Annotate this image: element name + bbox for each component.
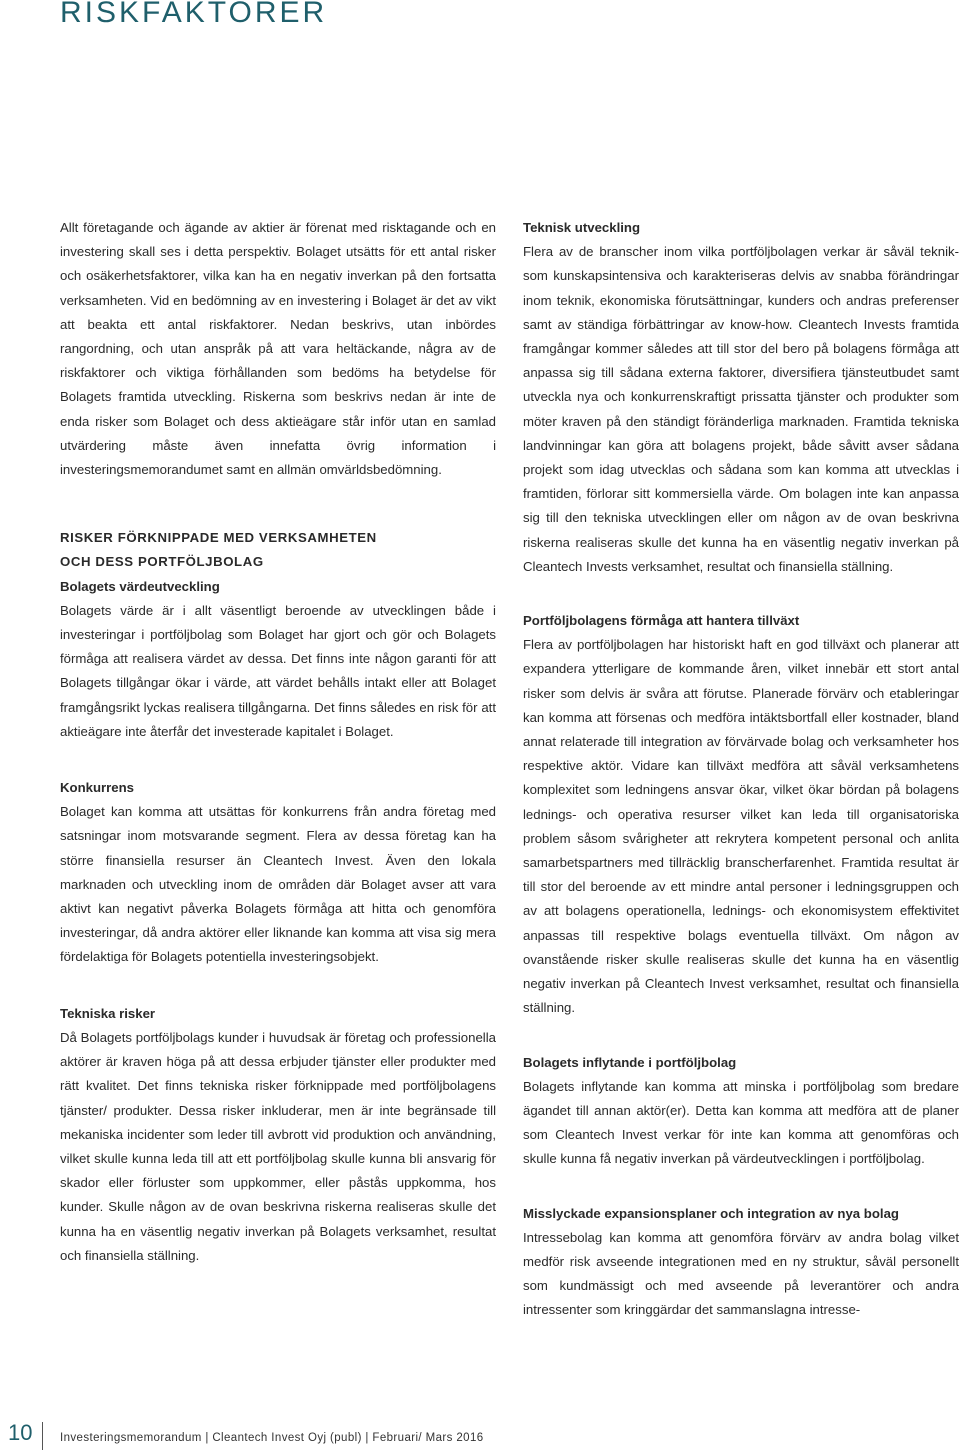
paragraph-konkurrens: Bolaget kan komma att utsättas för konkurrens från andra företag med satsningar inom motsvarande segment. Flera av dessa företag kan ha större finansiella resurser än Cleantech Invest. Även den lokala marknaden och utveckling inom de områden där Bolaget avser att vara aktivt kan negativt påverka Bolagets förmåga att hitta och genomföra investeringar, då andra aktörer eller liknande kan komma att visa sig mera fördelaktiga för Bolagets potentiella investeringsobjekt. (60, 804, 496, 965)
left-column (60, 216, 496, 1268)
heading-hantera-tillvaxt: Portföljbolagens förmåga att hantera tillväxt (523, 613, 800, 629)
paragraph-hantera-tillvaxt: Flera av portföljbolagen har historiskt haft en god tillväxt och planerar att expandera ytterligare de kommande åren, vilket innebär ett stort antal risker som delvis är svåra att förutse. Planerade förvärv och etableringar kan komma att försenas och medföra intäktsbortfall eller kostnader, bland annat relaterade till integration av förvärvade bolag och verksamheter hos respektive aktör. Vidare kan tillväxt medföra att såväl verksamhetens komplexitet som ledningens ansvar ökar, vilket ökar bördan på bolagens lednings- och operativa resurser vilket kan leda till organisatoriska problem såsom svårigheter att rekrytera kompetent personal och anlita samarbetspartners med tillräcklig branscherfarenhet. Framtida resultat är till stor del beroende av ett mindre antal personer i ledningsgruppen och av att bolagens operationella, lednings- och ekonomisystem effektivitet anpassas till respektive bolags eventuella tillväxt. Om någon av ovanstående risker skulle realiseras skulle det kunna ha en väsentlig negativ inverkan på Cleantech Invest verksamhet, resultat och finansiella ställning. (523, 637, 959, 1016)
paragraph-teknisk-utveckling: Flera av de branscher inom vilka portföljbolagen verkar är såväl teknik- som kunskapsintensiva och karakteriseras delvis av snabba förändringar inom teknik, ekonomiska förutsättningar, kunders och andras preferenser samt av ständiga förbättringar av know-how. Cleantech Invests framtida framgångar kommer således att till stor del bero på bolagens förmåga att anpassa sig till sådana externa faktorer, diversifiera tjänsteutbudet samt utveckla nya och konkurrenskraftigt prissatta tjänster och produkter som möter kraven på den ständigt föränderliga marknaden. Framtida tekniska landvinningar kan göra att bolagens projekt, både såvitt avser sådana projekt som idag utvecklas och sådana som kan komma att utvecklas i framtiden, förlorar sitt kommersiella värde. Om bolagen inte kan anpassa sig till den tekniska utvecklingen eller om någon av de ovan beskrivna riskerna realiseras skulle det kunna ha en väsentlig negativ inverkan på Cleantech Invests verksamhet, resultat och finansiella ställning. (523, 244, 959, 574)
heading-tekniska-risker: Tekniska risker (60, 1005, 156, 1021)
intro-paragraph: Allt företagande och ägande av aktier är förenat med risktagande och en investering skall ses i detta perspektiv. Bolaget utsätts för ett antal risker och osäkerhetsfaktorer, vilka kan ha en negativ inverkan på den fortsatta verksamheten. Vid en bedömning av en investering i Bolaget är det av vikt att beakta ett antal riskfaktorer. Nedan beskrivs, utan inbördes rangordning, och utan anspråk på att vara heltäckande, några av de riskfaktorer och viktiga förhållanden som bedöms ha betydelse för Bolagets framtida utveckling. Riskerna som beskrivs nedan är inte de enda risker som Bolaget och dess aktieägare står inför utan en samlad utvärdering måste även innefatta övrig information i investeringsmemorandumet samt en allmän omvärldsbedömning. (60, 220, 496, 478)
page-title: RISKFAKTORER (60, 0, 328, 29)
page-number: 10 (8, 1420, 33, 1445)
paragraph-tekniska-risker: Då Bolagets portföljbolags kunder i huvudsak är företag och professionella aktörer är kraven höga på att dessa erbjuder tjänster eller produkter med rätt kvalitet. Det finns tekniska risker förknippade med portföljbolagens tjänster/ produkter. Dessa risker inkluderar, men är inte begränsade till mekaniska incidenter som leder till avbrott vid produktion och användning, vilket skulle kunna leda till att ett portföljbolag skulle kunna bli ansvarig för skador eller förluster som uppkommer, eller påstås uppkomma, hos kunder. Skulle någon av de ovan beskrivna riskerna realiseras skulle det kunna ha en väsentlig negativ inverkan på Bolagets verksamhet, resultat och finansiella ställning. (60, 1029, 496, 1263)
right-column (523, 216, 959, 1323)
heading-bolagets-vardeutveckling: Bolagets värdeutveckling (60, 578, 220, 594)
paragraph-inflytande: Bolagets inflytande kan komma att minska i portföljbolag som bredare ägandet till annan aktör(er). Detta kan komma att medföra att de planer som Cleantech Invest verkar för inte kan komma att genomföras och skulle kunna få negativ inverkan på värdeutvecklingen i portföljbolag. (523, 1078, 959, 1167)
section-heading-line-1: RISKER FÖRKNIPPADE MED VERKSAMHETEN (60, 530, 377, 546)
footer-divider (42, 1422, 43, 1450)
page-footer (0, 1420, 960, 1448)
section-heading-line-2: OCH DESS PORTFÖLJBOLAG (60, 554, 264, 570)
heading-inflytande: Bolagets inflytande i portföljbolag (523, 1054, 737, 1070)
footer-text: Investeringsmemorandum | Cleantech Invest Oyj (publ) | Februari/ Mars 2016 (60, 1432, 484, 1444)
paragraph-expansionsplaner: Intressebolag kan komma att genomföra förvärv av andra bolag vilket medför risk avseende integrationen med en ny struktur, såväl personellt som kundmässigt och med avseende på leverantörer och andra intressenter som kringgärdar det sammanslagna intresse- (523, 1229, 959, 1318)
heading-expansionsplaner: Misslyckade expansionsplaner och integration av nya bolag (523, 1205, 899, 1221)
paragraph-bolagets-vardeutveckling: Bolagets värde är i allt väsentligt beroende av utvecklingen både i investeringar i portföljbolag som Bolaget har gjort och gör och Bolagets förmåga att realisera värdet av dessa. Det finns inte någon garanti för att Bolagets tillgångar ökar i värde, att värdet behålls intakt eller att Bolaget framgångsrikt lyckas realisera tillgångarna. Det finns således en risk för att aktieägare inte återfår det investerade kapitalet i Bolaget. (60, 602, 496, 739)
heading-konkurrens: Konkurrens (60, 780, 135, 796)
heading-teknisk-utveckling: Teknisk utveckling (523, 220, 641, 235)
